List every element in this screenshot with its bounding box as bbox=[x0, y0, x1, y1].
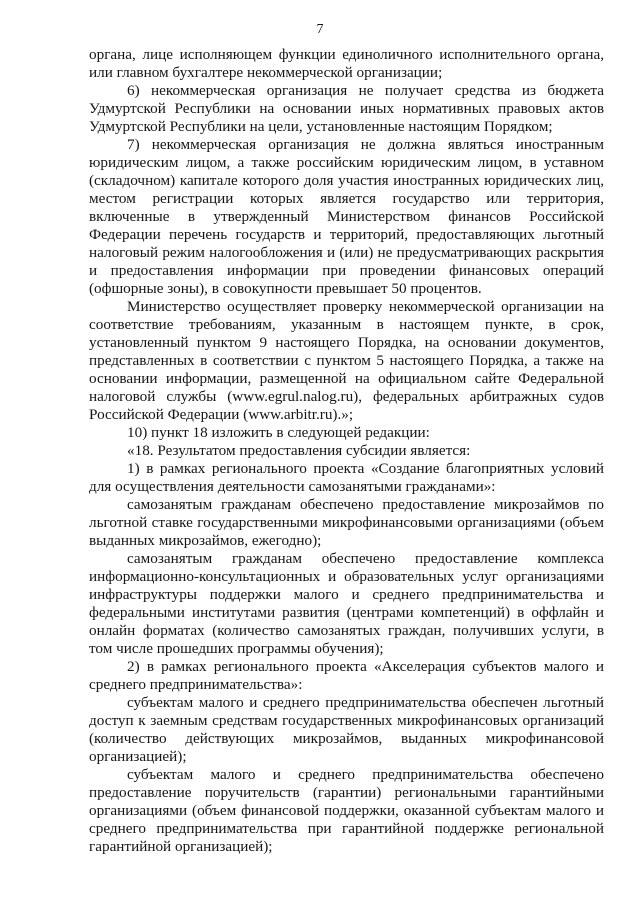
paragraph-guarantees: субъектам малого и среднего предпринимательства обеспечено предоставление поручительств (гарантии) региональными гарантийными организациями (объем финансовой поддержки, оказанной субъектам малого и среднего предпринимательства при гарантийной поддержке региональной гарантийной организацией); bbox=[89, 766, 604, 855]
paragraph-project-2: 2) в рамках регионального проекта «Акселерация субъектов малого и среднего предпринимательства»: bbox=[89, 658, 604, 693]
page-number: 7 bbox=[316, 22, 324, 37]
paragraph-project-1: 1) в рамках регионального проекта «Создание благоприятных условий для осуществления деятельности самозанятыми гражданами»: bbox=[89, 460, 604, 495]
paragraph-item-6: 6) некоммерческая организация не получает средства из бюджета Удмуртской Республики на основании иных нормативных правовых актов Удмуртской Республики на цели, установленные настоящим Порядком; bbox=[89, 82, 604, 135]
paragraph-consulting-services: самозанятым гражданам обеспечено предоставление комплекса информационно-консультационных и образовательных услуг организациями инфраструктуры поддержки малого и среднего предпринимательства и федеральными институтами развития (центрами компетенций) в оффлайн и онлайн форматах (количество самозанятых граждан, получивших услуги, в том числе прошедших программы обучения); bbox=[89, 550, 604, 657]
document-body bbox=[89, 46, 604, 856]
paragraph-microloans: самозанятым гражданам обеспечено предоставление микрозаймов по льготной ставке государственными микрофинансовыми организациями (объем выданных микрозаймов, ежегодно); bbox=[89, 496, 604, 549]
paragraph-item-7: 7) некоммерческая организация не должна являться иностранным юридическим лицом, а также российским юридическим лицом, в уставном (складочном) капитале которого доля участия иностранных юридических лиц, местом регистрации которых является государство или территория, включенные в утвержденный Министерством финансов Российской Федерации перечень государств и территорий, предоставляющих льготный налоговый режим налогообложения и (или) не предусматривающих раскрытия и предоставления информации при проведении финансовых операций (офшорные зоны), в совокупности превышает 50 процентов. bbox=[89, 136, 604, 297]
paragraph-item-18: «18. Результатом предоставления субсидии является: bbox=[127, 442, 471, 459]
paragraph-continuation: органа, лице исполняющем функции единоличного исполнительного органа, или главном бухгалтере некоммерческой организации; bbox=[89, 46, 604, 81]
paragraph-loan-access: субъектам малого и среднего предпринимательства обеспечен льготный доступ к заемным средствам государственных микрофинансовых организаций (количество действующих микрозаймов, выданных микрофинансовой организацией); bbox=[89, 694, 604, 765]
paragraph-item-10: 10) пункт 18 изложить в следующей редакции: bbox=[127, 424, 430, 441]
paragraph-ministry-check: Министерство осуществляет проверку некоммерческой организации на соответствие требованиям, указанным в настоящем пункте, в срок, установленный пунктом 9 настоящего Порядка, на основании документов, представленных в соответствии с пунктом 5 настоящего Порядка, а также на основании информации, размещенной на официальном сайте Федеральной налоговой службы (www.egrul.nalog.ru), федеральных арбитражных судов Российской Федерации (www.arbitr.ru).»; bbox=[89, 298, 604, 423]
